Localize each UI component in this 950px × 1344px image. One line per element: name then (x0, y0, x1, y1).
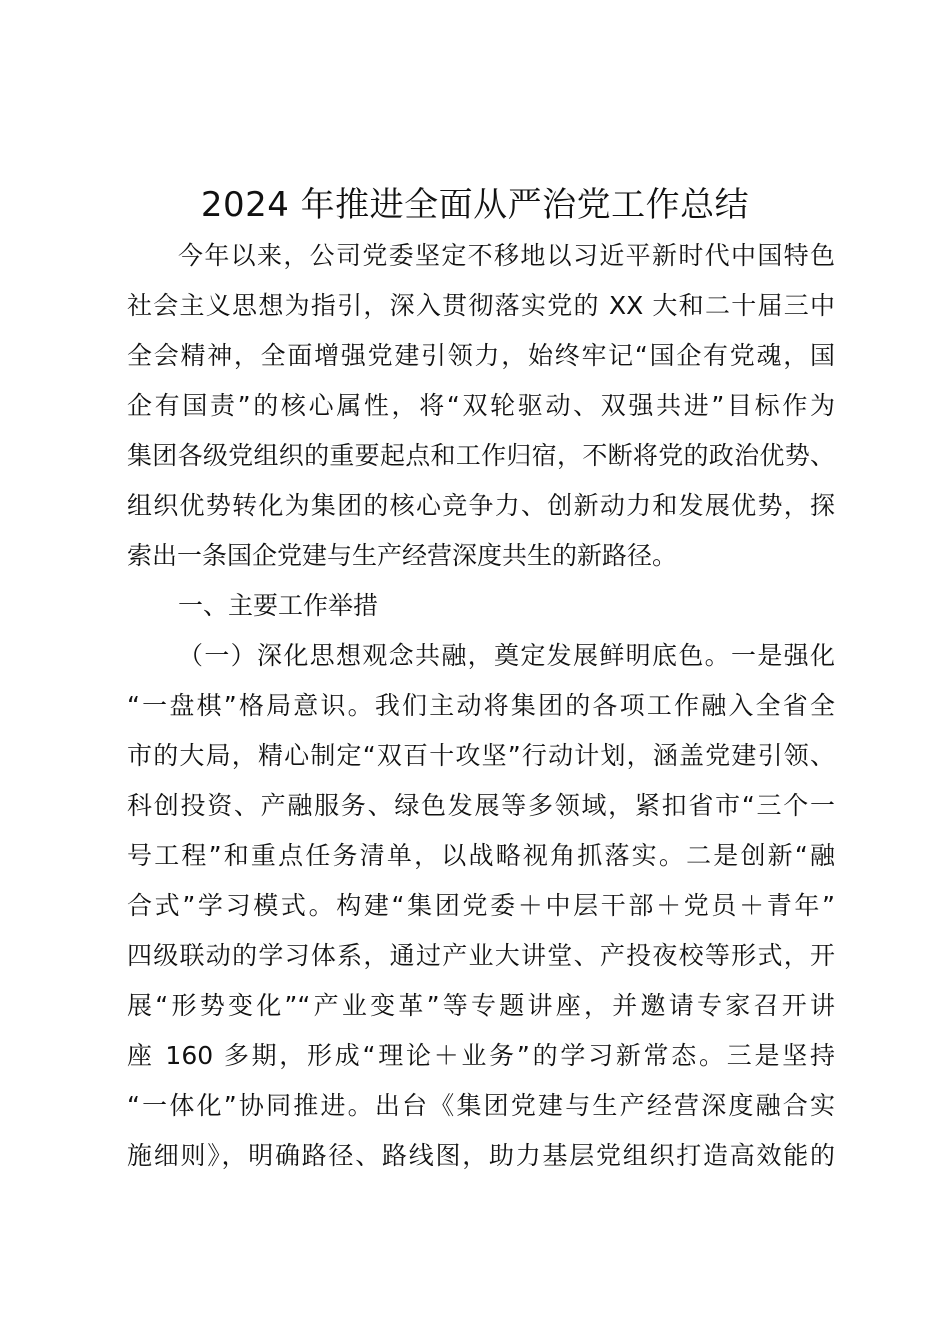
text-line: （一）深化思想观念共融，奠定发展鲜明底色。一是强化 (178, 641, 835, 670)
text-line: 企有国责”的核心属性，将“双轮驱动、双强共进”目标作为 (127, 391, 835, 420)
paragraph-measures (127, 631, 835, 1181)
text-line: 施细则》，明确路径、路线图，助力基层党组织打造高效能的 (127, 1141, 835, 1170)
text-line: “一盘棋”格局意识。我们主动将集团的各项工作融入全省全 (127, 691, 835, 720)
text-line: 今年以来，公司党委坚定不移地以习近平新时代中国特色 (178, 241, 835, 270)
text-line: 四级联动的学习体系，通过产业大讲堂、产投夜校等形式，开 (127, 941, 835, 970)
document-body (127, 231, 835, 1181)
text-line: “一体化”协同推进。出台《集团党建与生产经营深度融合实 (127, 1091, 835, 1120)
section-heading: 一、主要工作举措 (178, 591, 379, 620)
text-line: 组织优势转化为集团的核心竞争力、创新动力和发展优势，探 (127, 491, 835, 520)
text-line: 合式”学习模式。构建“集团党委＋中层干部＋党员＋青年” (127, 891, 835, 920)
document-title: 2024 年推进全面从严治党工作总结 (200, 185, 750, 225)
text-line: 全会精神，全面增强党建引领力，始终牢记“国企有党魂，国 (127, 341, 835, 370)
text-line: 社会主义思想为指引，深入贯彻落实党的 XX 大和二十届三中 (127, 291, 835, 320)
text-line: 市的大局，精心制定“双百十攻坚”行动计划，涵盖党建引领、 (127, 741, 835, 770)
text-line: 座 160 多期，形成“理论＋业务”的学习新常态。三是坚持 (127, 1041, 835, 1070)
text-line: 号工程”和重点任务清单，以战略视角抓落实。二是创新“融 (127, 841, 835, 870)
text-line: 索出一条国企党建与生产经营深度共生的新路径。 (127, 541, 678, 570)
text-line: 科创投资、产融服务、绿色发展等多领域，紧扣省市“三个一 (127, 791, 835, 820)
text-line: 展“形势变化”“产业变革”等专题讲座，并邀请专家召开讲 (127, 991, 835, 1020)
paragraph-intro (127, 231, 835, 581)
text-line: 集团各级党组织的重要起点和工作归宿，不断将党的政治优势、 (127, 441, 835, 470)
